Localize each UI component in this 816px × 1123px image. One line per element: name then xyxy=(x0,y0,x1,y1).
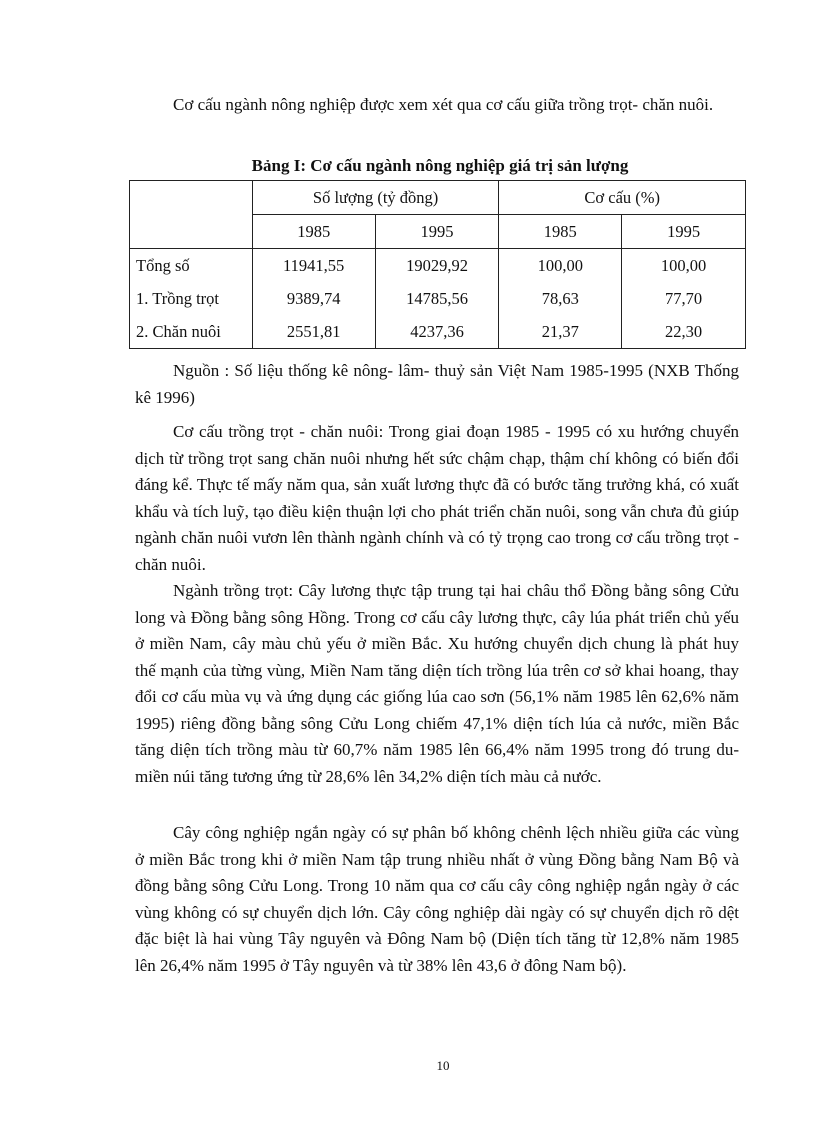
table-cell: 11941,55 xyxy=(252,249,375,283)
page-number: 10 xyxy=(436,1058,450,1073)
table-row xyxy=(130,315,746,349)
group-header-structure: Cơ cấu (%) xyxy=(499,181,746,215)
paragraph-crop-livestock xyxy=(135,419,739,578)
table-cell: 14785,56 xyxy=(375,282,499,315)
intro-text: Cơ cấu ngành nông nghiệp được xem xét qua cơ cấu giữa trồng trọt- chăn nuôi. xyxy=(173,95,714,114)
table-row xyxy=(130,282,746,315)
table-cell: 9389,74 xyxy=(252,282,375,315)
table-cell: 78,63 xyxy=(499,282,622,315)
source-text: Nguồn : Số liệu thống kê nông- lâm- thuỷ sản Việt Nam 1985-1995 (NXB Thống kê 1996) xyxy=(135,361,739,407)
paragraph-text: Cơ cấu trồng trọt - chăn nuôi: Trong giai đoạn 1985 - 1995 có xu hướng chuyển dịch từ trồng trọt sang chăn nuôi nhưng hết sức chậm chạp, thậm chí không có biến đổi đáng kể. Thực tế mấy năm qua, sản xuất lương thực đã có bước tăng trưởng khá, có xuất khẩu và tích luỹ, tạo điều kiện thuận lợi cho phát triển chăn nuôi, song vẫn chưa đủ giúp ngành chăn nuôi vươn lên thành ngành chính và có tỷ trọng cao trong cơ cấu trồng trọt - chăn nuôi. xyxy=(135,422,739,574)
paragraph-text: Ngành trồng trọt: Cây lương thực tập trung tại hai châu thổ Đồng bằng sông Cửu long và Đồng bằng sông Hồng. Trong cơ cấu cây lương thực, cây lúa phát triển chủ yếu ở miền Nam, cây màu chủ yếu ở miền Bắc. Xu hướng chuyển dịch chung là phát huy thế mạnh của từng vùng, Miền Nam tăng diện tích trồng lúa trên cơ sở khai hoang, thay đổi cơ cấu mùa vụ và ứng dụng các giống lúa cao sơn (56,1% năm 1985 lên 62,6% năm 1995) riêng đồng bằng sông Cửu Long chiếm 47,1% diện tích lúa cả nước, miền Bắc tăng diện tích trồng màu từ 60,7% năm 1985 lên 66,4% năm 1995 trong đó trung du- miền núi tăng tương ứng từ 28,6% lên 34,2% diện tích màu cả nước. xyxy=(135,581,739,786)
intro-paragraph xyxy=(135,92,739,119)
table-row xyxy=(130,249,746,283)
table-cell: 22,30 xyxy=(622,315,746,349)
table-cell: 100,00 xyxy=(622,249,746,283)
paragraph-cultivation xyxy=(135,578,739,790)
group-header-quantity: Số lượng (tỷ đồng) xyxy=(252,181,499,215)
table-cell: 77,70 xyxy=(622,282,746,315)
year-header: 1995 xyxy=(375,215,499,249)
year-header: 1985 xyxy=(252,215,375,249)
table-header-row xyxy=(130,181,746,215)
source-note xyxy=(135,358,739,411)
table-cell: 19029,92 xyxy=(375,249,499,283)
year-header: 1995 xyxy=(622,215,746,249)
row-label: Tổng số xyxy=(130,249,253,283)
row-label: 2. Chăn nuôi xyxy=(130,315,253,349)
paragraph-industrial-crops xyxy=(135,820,739,979)
table-cell: 21,37 xyxy=(499,315,622,349)
table-cell: 4237,36 xyxy=(375,315,499,349)
year-header: 1985 xyxy=(499,215,622,249)
paragraph-text: Cây công nghiệp ngắn ngày có sự phân bố không chênh lệch nhiều giữa các vùng ở miền Bắc trong khi ở miền Nam tập trung nhiều nhất ở vùng Đồng bằng Nam Bộ và đồng bằng sông Cửu Long. Trong 10 năm qua cơ cấu cây công nghiệp ngắn ngày ở các vùng không có sự chuyển dịch lớn. Cây công nghiệp dài ngày có sự chuyển dịch rõ dệt đặc biệt là hai vùng Tây nguyên và Đông Nam bộ (Diện tích tăng từ 12,8% năm 1985 lên 26,4% năm 1995 ở Tây nguyên và từ 38% lên 43,6 ở đông Nam bộ). xyxy=(135,823,739,975)
table-cell: 100,00 xyxy=(499,249,622,283)
table-title: Bảng I: Cơ cấu ngành nông nghiệp giá trị sản lượng xyxy=(251,156,629,175)
table-cell: 2551,81 xyxy=(252,315,375,349)
agriculture-structure-table xyxy=(129,180,746,349)
row-label: 1. Trồng trọt xyxy=(130,282,253,315)
table-corner-cell xyxy=(130,181,253,249)
